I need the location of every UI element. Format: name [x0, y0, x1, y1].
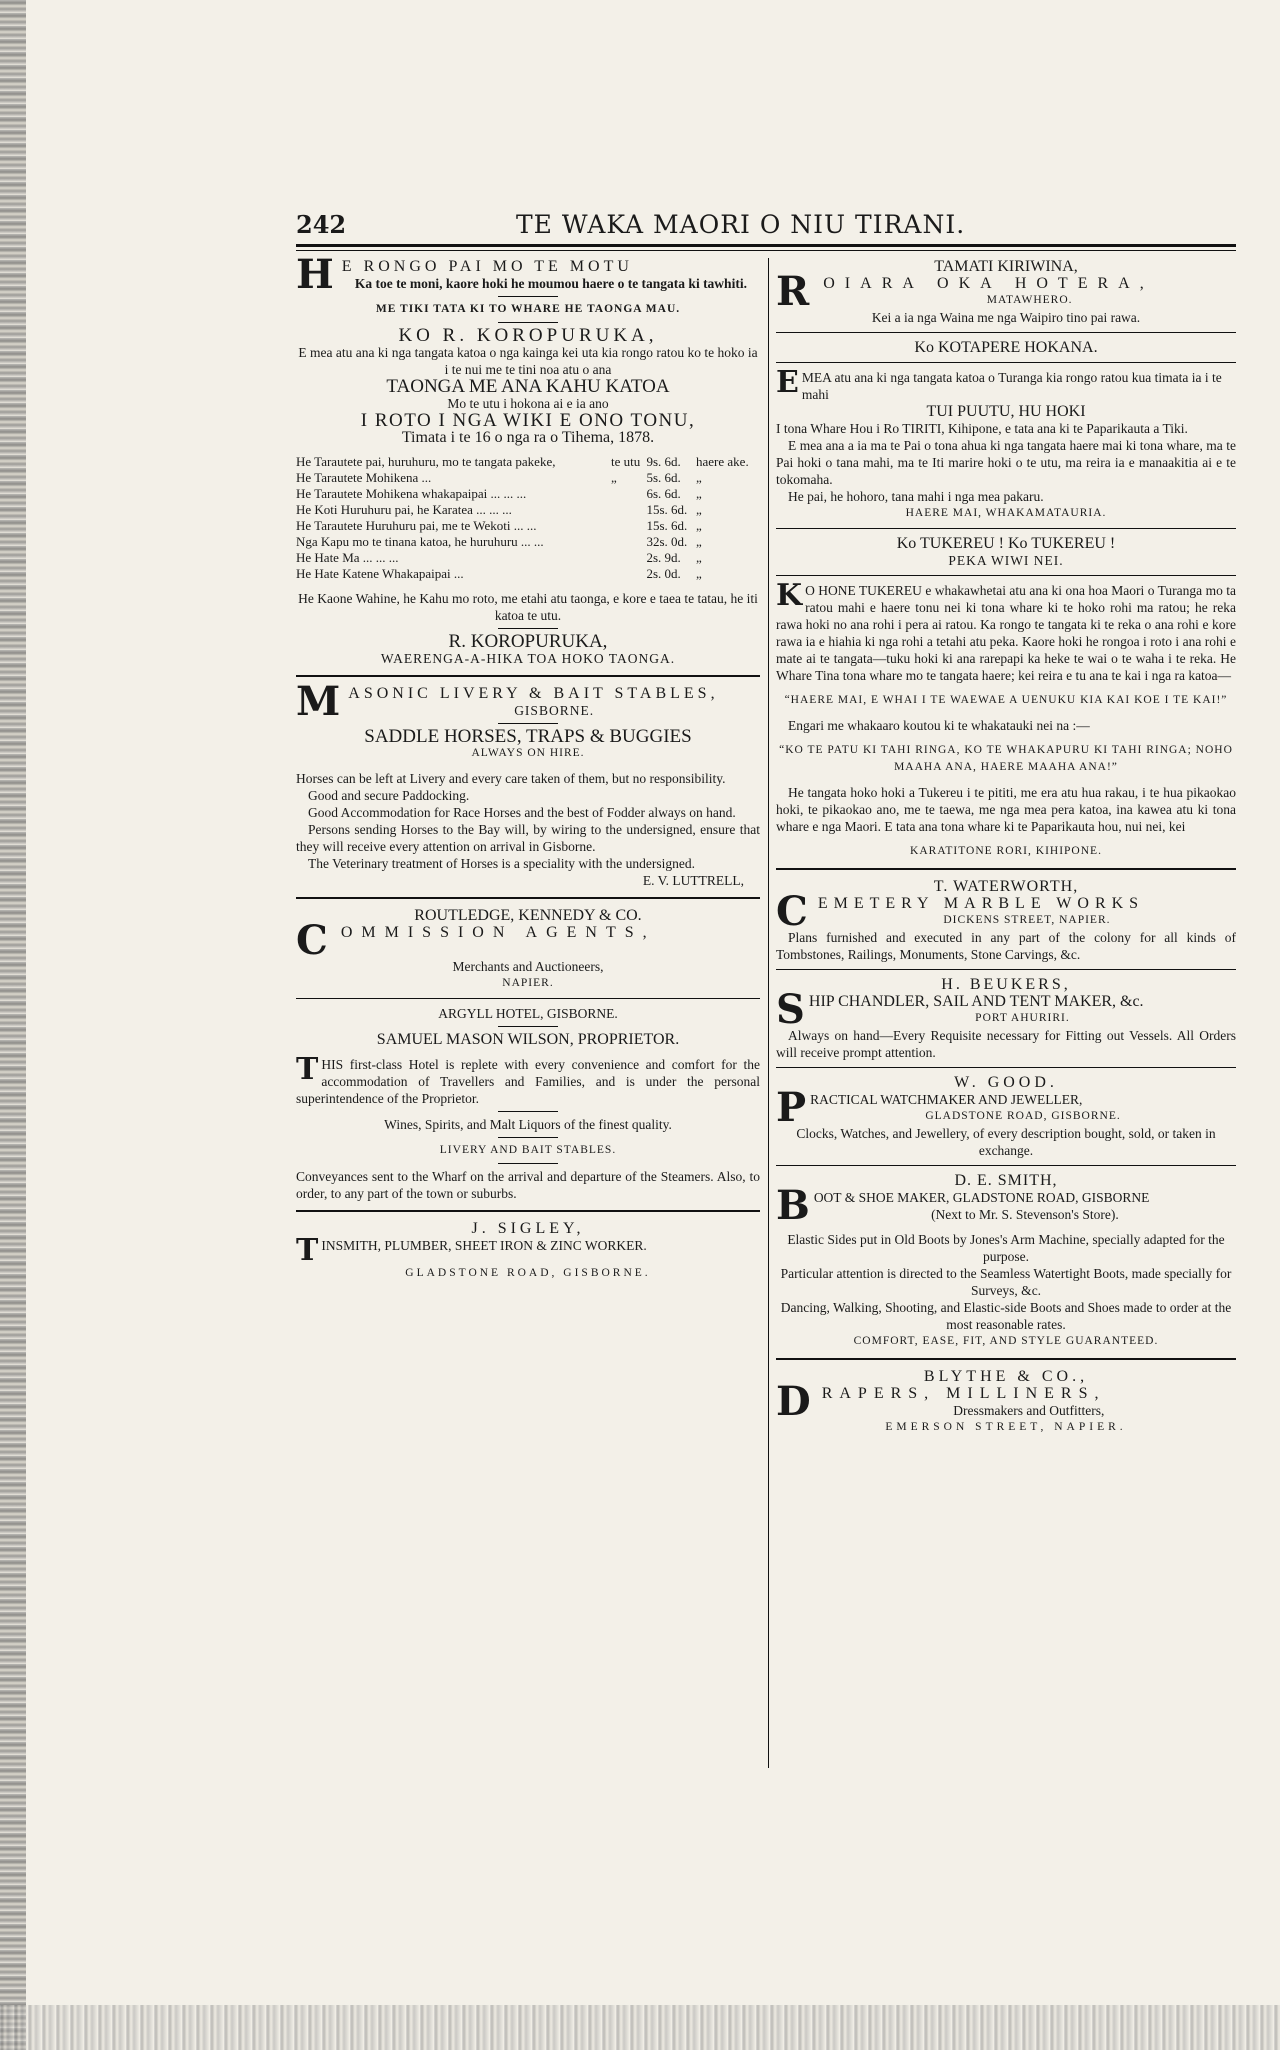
item-unit: [611, 566, 647, 582]
item-unit: te utu: [610, 454, 641, 469]
dropcap: M: [296, 678, 345, 725]
ad-title: Ko KOTAPERE HOKANA.: [914, 339, 1098, 356]
ad-signature: R. KOROPURUKA,: [448, 631, 608, 652]
ad-name: BLYTHE & CO.,: [923, 1368, 1089, 1385]
ad-address: GLADSTONE ROAD, GISBORNE.: [405, 1267, 651, 1279]
ad-place: MATAWHERO.: [986, 294, 1073, 306]
ad-headline: EMETERY MARBLE WORKS: [817, 895, 1145, 912]
ad-headline: OOT & SHOE MAKER, GLADSTONE ROAD, GISBORNE: [813, 1190, 1150, 1205]
item-name: He Koti Huruhuru pai, he Karatea ... ... ...: [296, 502, 512, 517]
ad-body: I tona Whare Hou i Ro TIRITI, Kihipone, e tata ana ki te Paparikauta a Tiki.: [776, 421, 1188, 436]
hotel-wines: Wines, Spirits, and Malt Liquors of the finest quality.: [384, 1117, 672, 1132]
hotel-conveyance: Conveyances sent to the Wharf on the arrival and departure of the Steamers. Also, to order, to any part of the town or suburbs.: [296, 1169, 760, 1201]
ad-subtitle: ALWAYS ON HIRE.: [471, 747, 585, 759]
ad-signature: E. V. LUTTRELL,: [642, 873, 744, 888]
item-unit: [611, 518, 647, 534]
ad-title: Ko TUKEREU ! Ko TUKEREU !: [896, 535, 1116, 552]
ad-line: Kei a ia nga Waina me nga Waipiro tino pai rawa.: [871, 310, 1141, 325]
ad-intro: MEA atu ana ki nga tangata katoa o Turanga kia rongo ratou kua timata ia i te mahi: [801, 370, 1222, 402]
dropcap: H: [296, 251, 338, 298]
item-note: „: [696, 502, 702, 517]
ad-headline: RACTICAL WATCHMAKER AND JEWELLER,: [810, 1092, 1083, 1107]
ad-trade: TUI PUUTU, HU HOKI: [926, 403, 1086, 420]
dropcap: P: [776, 1084, 807, 1131]
item-name: He Tarautete pai, huruhuru, mo te tangata pakeke,: [296, 454, 556, 469]
item-unit: [611, 486, 647, 502]
item-unit: „: [610, 470, 617, 485]
merchant-name: KO R. KOROPURUKA,: [398, 325, 658, 346]
dropcap: D: [776, 1378, 818, 1425]
dropcap: C: [776, 888, 814, 935]
dropcap: S: [776, 986, 805, 1033]
ad-name: W. GOOD.: [954, 1074, 1058, 1091]
item-name: He Tarautete Mohikena ...: [296, 470, 432, 485]
ad-smith: [776, 1172, 1236, 1350]
ad-quote: “HAERE MAI, E WHAI I TE WAEWAE A UENUKU KIA KAI KOE I TE KAI!”: [784, 694, 1228, 706]
table-row: [296, 454, 760, 470]
item-note: „: [696, 486, 702, 501]
ad-masonic-stables: [296, 678, 760, 889]
ad-headline: HIP CHANDLER, SAIL AND TENT MAKER, &c.: [808, 993, 1144, 1010]
ad-headline: OIARA OKA HOTERA,: [823, 275, 1154, 292]
item-note: „: [696, 470, 702, 485]
ad-body: Always on hand—Every Requisite necessary for Fitting out Vessels. All Orders will receive prompt attention.: [776, 1028, 1236, 1060]
item-note: „: [696, 534, 702, 549]
hotel-title: ARGYLL HOTEL, GISBORNE.: [438, 1006, 618, 1021]
ad-hokana: [776, 339, 1236, 522]
ad-koropuruka: [296, 251, 760, 667]
ad-headline: OMMISSION AGENTS,: [340, 924, 656, 941]
dropcap: B: [776, 1182, 810, 1229]
table-row: [296, 518, 760, 534]
firm-place: NAPIER.: [502, 977, 554, 989]
ad-kiriwina: [776, 258, 1236, 326]
item-name: He Hate Ma ... ... ...: [296, 550, 399, 565]
ad-line: Elastic Sides put in Old Boots by Jones's Arm Machine, specially adapted for the purpose.: [787, 1232, 1225, 1264]
ad-headline: ASONIC LIVERY & BAIT STABLES,: [348, 685, 719, 702]
ad-beukers: [776, 976, 1236, 1061]
ad-body: E mea ana a ia ma te Pai o tona ahua ki nga tangata haere mai ki tona whare, ma te Pai hoki o tana mahi, ma te Iti marire hoki o te utu, ma reira ia e manaakitia ai e te tokomaha.: [776, 438, 1236, 487]
header-rule-thin: [296, 250, 1236, 251]
item-name: He Tarautete Huruhuru pai, me te Wekoti ... ...: [296, 518, 537, 533]
ad-subtitle: PEKA WIWI NEI.: [948, 553, 1064, 568]
sale-start: Timata i te 16 o nga ra o Tihema, 1878.: [401, 429, 655, 446]
ad-line: Particular attention is directed to the Seamless Watertight Boots, made specially for Surveys, &c.: [780, 1266, 1232, 1298]
ad-title: SADDLE HORSES, TRAPS & BUGGIES: [364, 726, 692, 747]
ad-road: GLADSTONE ROAD, GISBORNE.: [925, 1110, 1121, 1122]
ad-place: WAERENGA-A-HIKA TOA HOKO TAONGA.: [380, 651, 676, 666]
item-unit: [611, 550, 647, 566]
firm-name: ROUTLEDGE, KENNEDY & CO.: [414, 907, 642, 924]
item-price: 32s. 0d.: [646, 534, 688, 549]
ad-headline: E RONGO PAI MO TE MOTU: [341, 258, 633, 275]
ad-footer: He Kaone Wahine, he Kahu mo roto, me etahi atu taonga, e kore e taea te tatau, he iti katoa te utu.: [298, 591, 758, 623]
item-price: 2s. 9d.: [646, 550, 681, 565]
ad-street: DICKENS STREET, NAPIER.: [943, 914, 1111, 926]
ad-body: O HONE TUKEREU e whakawhetai atu ana ki ona hoa Maori o Turanga mo ta ratou mahi e haere tonu nei ki tona whare ki te hoko rohi ma ratou; he reka rawa hoki no ana rohi i pera ai ratou. Ka rongo te tangata ki te reka o ana rohi e kore rawa ia e hiahia ki nga rohi a tetahi atu peka. Kaore hoki he rongoa i roto i ana rohi e mate ai te tangata—tuku hoki ki ana rarepapi ka heke te wai o te waha i te reka. He Whare Tina tona whare mo te tangata haere; kei reira e tu ana te kai i nga ra katoa—: [776, 583, 1236, 683]
header-rule: [296, 244, 1236, 247]
item-name: He Tarautete Mohikena whakapaipai ... ... ...: [296, 486, 527, 501]
dropcap: T: [296, 1233, 319, 1268]
dropcap: E: [776, 365, 799, 400]
item-note: „: [696, 518, 702, 533]
right-column: [776, 258, 1236, 1436]
ad-name: J. SIGLEY,: [471, 1220, 585, 1237]
ad-street: EMERSON STREET, NAPIER.: [885, 1421, 1127, 1433]
price-note: Mo te utu i hokona ai e ia ano: [447, 396, 609, 411]
item-note: haere ake.: [696, 454, 749, 469]
ad-body: Clocks, Watches, and Jewellery, of every description bought, sold, or taken in exchange.: [796, 1126, 1216, 1158]
dropcap: K: [776, 578, 803, 613]
ad-line: Horses can be left at Livery and every care taken of them, but no responsibility.: [296, 771, 726, 786]
ad-name: TAMATI KIRIWINA,: [934, 258, 1078, 275]
page-number: 242: [296, 210, 347, 239]
table-row: [296, 566, 760, 582]
ad-headline: INSMITH, PLUMBER, SHEET IRON & ZINC WORKER.: [321, 1238, 647, 1253]
table-row: [296, 470, 760, 486]
masthead-title: TE WAKA MAORI O NIU TIRANI.: [516, 210, 966, 239]
item-unit: [611, 502, 647, 518]
ad-subline: ME TIKI TATA KI TO WHARE HE TAONGA MAU.: [375, 303, 681, 315]
ad-note: (Next to Mr. S. Stevenson's Store).: [931, 1207, 1119, 1222]
item-name: He Hate Katene Whakapaipai ...: [296, 566, 464, 581]
goods-title: TAONGA ME ANA KAHU KATOA: [386, 376, 670, 397]
ad-blythe: [776, 1368, 1236, 1436]
table-row: [296, 486, 760, 502]
ad-sigley: [296, 1220, 760, 1282]
item-price: 5s. 6d.: [646, 470, 681, 485]
firm-role: Merchants and Auctioneers,: [452, 959, 604, 974]
item-note: „: [696, 566, 702, 581]
ad-line: The Veterinary treatment of Horses is a speciality with the undersigned.: [308, 856, 696, 871]
table-row: [296, 502, 760, 518]
ad-address: KARATITONE RORI, KIHIPONE.: [910, 845, 1102, 857]
ad-name: H. BEUKERS,: [941, 976, 1071, 993]
left-column: [296, 251, 760, 1282]
ad-quote: “KO TE PATU KI TAHI RINGA, KO TE WHAKAPURU KI TAHI RINGA; NOHO MAAHA ANA, HAERE MAAHA ANA!”: [779, 744, 1233, 773]
ad-body: He tangata hoko hoki a Tukereu i te pititi, me era atu hua rakau, i te hua pikaokao hoki, te pikaokao ano, me te taewa, me nga mea pera katoa, ina kawea atu ki tona whare e nga Maori. E tata ana tona whare ki te Paparikauta hou, nui nei, kei: [776, 785, 1236, 834]
ad-headline: RAPERS, MILLINERS,: [821, 1385, 1106, 1402]
ad-sub: Dressmakers and Outfitters,: [953, 1403, 1105, 1418]
item-name: Nga Kapu mo te tinana katoa, he huruhuru ... ...: [296, 534, 544, 549]
ad-line: Good Accommodation for Race Horses and the best of Fodder always on hand.: [308, 805, 736, 820]
item-price: 6s. 6d.: [646, 486, 681, 501]
ad-body: He pai, he hohoro, tana mahi i nga mea pakaru.: [788, 489, 1044, 504]
item-price: 15s. 6d.: [646, 518, 688, 533]
table-row: [296, 550, 760, 566]
ad-good: [776, 1074, 1236, 1159]
ad-body: E mea atu ana ki nga tangata katoa o nga kainga kei uta kia rongo ratou ko te hoko ia i te nui me te tini noa atu o ana: [298, 345, 758, 377]
price-list: [296, 454, 760, 582]
ad-argyll-hotel: [296, 1005, 760, 1202]
binding-edge: [0, 0, 26, 2050]
hotel-body: HIS first-class Hotel is replete with every convenience and comfort for the accommodation of Travellers and Families, and is under the personal superintendence of the Proprietor.: [296, 1057, 760, 1106]
item-price: 15s. 6d.: [646, 502, 688, 517]
ad-mid: Engari me whakaaro koutou ki te whakatauki nei na :—: [788, 718, 1090, 733]
hotel-stables: LIVERY AND BAIT STABLES.: [439, 1144, 617, 1156]
ad-waterworth: [776, 878, 1236, 963]
item-price: 2s. 0d.: [646, 566, 681, 581]
page-header: [296, 206, 1236, 246]
ad-routledge: [296, 907, 760, 992]
column-divider: [768, 258, 769, 1768]
hotel-owner: SAMUEL MASON WILSON, PROPRIETOR.: [376, 1031, 680, 1048]
ad-town: GISBORNE.: [514, 703, 595, 718]
dropcap: C: [296, 917, 337, 964]
page-bottom-edge: [0, 2005, 1280, 2050]
dropcap: T: [296, 1052, 319, 1087]
ad-tukereu: [776, 535, 1236, 860]
ad-body: Plans furnished and executed in any part of the colony for all kinds of Tombstones, Railings, Monuments, Stone Carvings, &c.: [776, 930, 1236, 962]
ad-place: PORT AHURIRI.: [975, 1012, 1070, 1024]
ad-intro: Ka toe te moni, kaore hoki he moumou haere o te tangata ki tawhiti.: [354, 276, 747, 291]
ad-name: D. E. SMITH,: [954, 1172, 1058, 1189]
ad-sign: HAERE MAI, WHAKAMATAURIA.: [905, 507, 1107, 519]
ad-line: Good and secure Paddocking.: [308, 788, 470, 803]
sale-period: I ROTO I NGA WIKI E ONO TONU,: [360, 410, 696, 431]
ad-line: Persons sending Horses to the Bay will, by wiring to the undersigned, ensure that they will receive every attention on arrival in Gisborne.: [296, 822, 760, 854]
ad-motto: COMFORT, EASE, FIT, AND STYLE GUARANTEED.: [853, 1335, 1159, 1347]
item-unit: [611, 534, 647, 550]
item-note: „: [696, 550, 702, 565]
ad-line: Dancing, Walking, Shooting, and Elastic-side Boots and Shoes made to order at the most reasonable rates.: [780, 1300, 1232, 1332]
dropcap: R: [776, 268, 820, 315]
item-price: 9s. 6d.: [646, 454, 681, 469]
table-row: [296, 534, 760, 550]
ad-name: T. WATERWORTH,: [933, 878, 1079, 895]
